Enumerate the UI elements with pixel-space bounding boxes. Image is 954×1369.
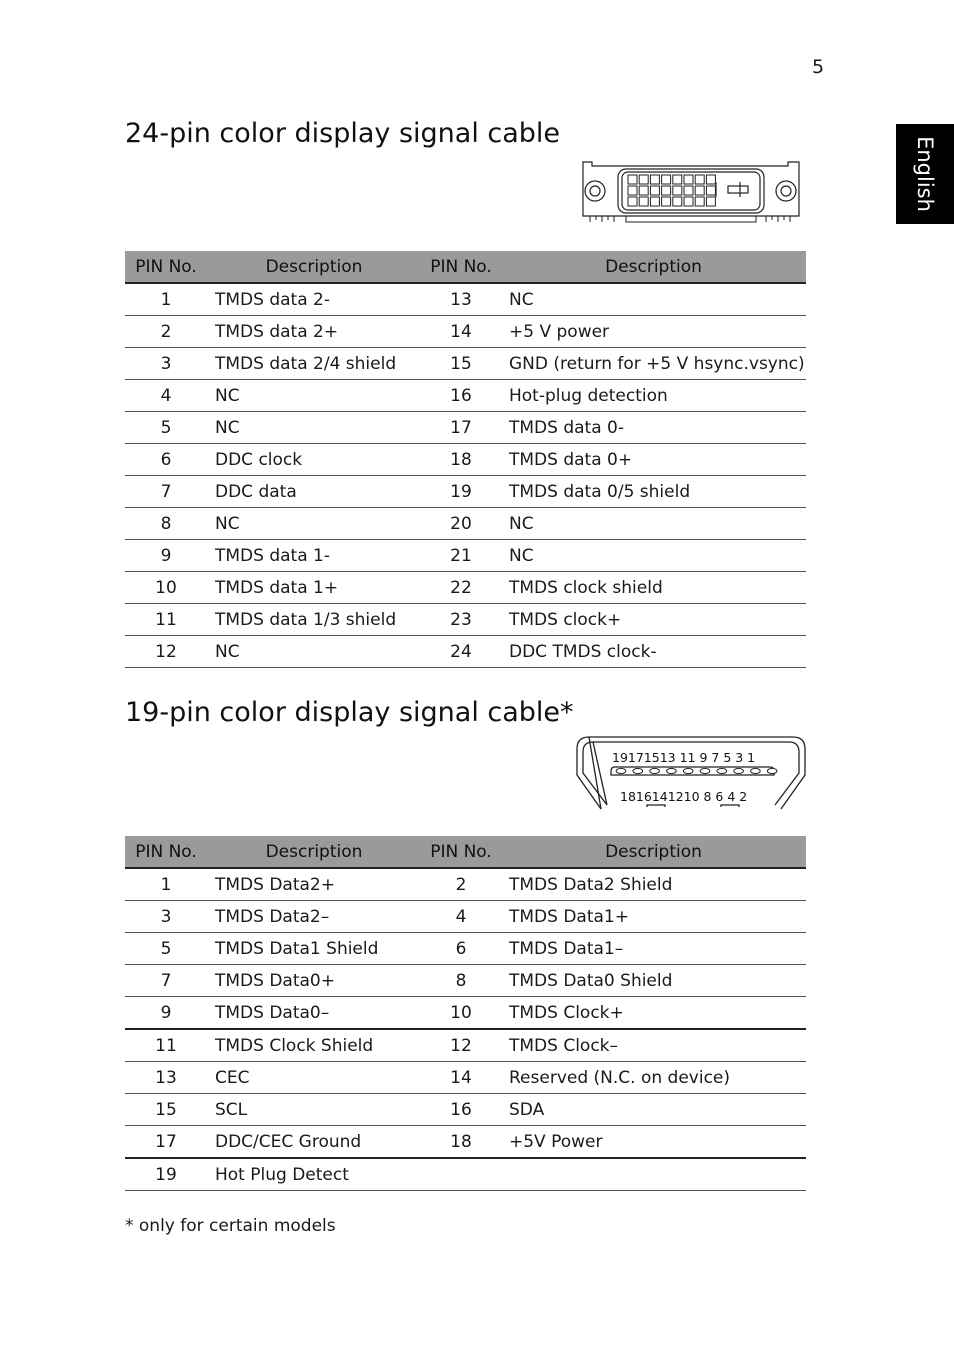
pin-description-cell: TMDS Clock Shield [207, 1029, 421, 1062]
table-header-row [125, 836, 806, 868]
table-row [125, 965, 806, 997]
pin-number-cell: 9 [125, 540, 207, 572]
table-row [125, 933, 806, 965]
pin-number-cell: 14 [421, 1062, 501, 1094]
pin-description-cell: TMDS data 1- [207, 540, 421, 572]
pin-number-cell: 18 [421, 1126, 501, 1159]
footnote: * only for certain models [125, 1216, 336, 1236]
pin-description-cell: NC [501, 283, 806, 316]
pin-number-cell: 8 [421, 965, 501, 997]
table-row [125, 283, 806, 316]
header-description: Description [207, 836, 421, 868]
table-row [125, 316, 806, 348]
hdmi-top-pin-labels: 19171513 11 9 7 5 3 1 [612, 750, 756, 765]
pin-description-cell: +5 V power [501, 316, 806, 348]
pin-description-cell: NC [501, 508, 806, 540]
pin-description-cell: NC [207, 636, 421, 668]
table-row [125, 604, 806, 636]
pin-number-cell: 24 [421, 636, 501, 668]
pin-number-cell: 1 [125, 283, 207, 316]
pin-description-cell: NC [207, 412, 421, 444]
pin-description-cell: TMDS Data2 Shield [501, 868, 806, 901]
pin-number-cell: 19 [125, 1158, 207, 1191]
pin-description-cell: SCL [207, 1094, 421, 1126]
pin-description-cell: TMDS Data0+ [207, 965, 421, 997]
pin-number-cell: 2 [125, 316, 207, 348]
table-row [125, 1126, 806, 1159]
pin-number-cell: 17 [125, 1126, 207, 1159]
pin-number-cell: 12 [421, 1029, 501, 1062]
pin-number-cell: 11 [125, 604, 207, 636]
dvi-pin-table [125, 251, 806, 668]
pin-number-cell: 16 [421, 1094, 501, 1126]
pin-description-cell: TMDS data 2- [207, 283, 421, 316]
pin-number-cell: 13 [125, 1062, 207, 1094]
table-row [125, 636, 806, 668]
pin-number-cell: 23 [421, 604, 501, 636]
pin-number-cell: 10 [421, 997, 501, 1030]
hdmi-bottom-pin-labels: 1816141210 8 6 4 2 [620, 789, 748, 804]
pin-description-cell: TMDS clock shield [501, 572, 806, 604]
pin-description-cell: TMDS Data0– [207, 997, 421, 1030]
dvi-heading: 24-pin color display signal cable [125, 118, 561, 149]
pin-number-cell: 17 [421, 412, 501, 444]
pin-description-cell: TMDS Data1+ [501, 901, 806, 933]
table-row [125, 901, 806, 933]
pin-number-cell: 9 [125, 997, 207, 1030]
pin-description-cell: NC [501, 540, 806, 572]
pin-number-cell: 8 [125, 508, 207, 540]
table-row [125, 1094, 806, 1126]
pin-description-cell: Hot Plug Detect [207, 1158, 421, 1191]
pin-description-cell: Hot-plug detection [501, 380, 806, 412]
pin-number-cell: 4 [421, 901, 501, 933]
pin-number-cell: 16 [421, 380, 501, 412]
hdmi-connector-icon [575, 735, 807, 811]
pin-description-cell [501, 1158, 806, 1191]
pin-description-cell: Reserved (N.C. on device) [501, 1062, 806, 1094]
pin-number-cell: 18 [421, 444, 501, 476]
header-pin-no: PIN No. [125, 836, 207, 868]
pin-number-cell: 22 [421, 572, 501, 604]
pin-description-cell: CEC [207, 1062, 421, 1094]
pin-description-cell: TMDS data 2+ [207, 316, 421, 348]
pin-number-cell: 1 [125, 868, 207, 901]
pin-description-cell: TMDS Data2– [207, 901, 421, 933]
table-row [125, 1029, 806, 1062]
pin-description-cell: DDC TMDS clock- [501, 636, 806, 668]
table-row [125, 380, 806, 412]
pin-description-cell: TMDS Data1 Shield [207, 933, 421, 965]
pin-number-cell: 15 [421, 348, 501, 380]
pin-description-cell: SDA [501, 1094, 806, 1126]
pin-description-cell: TMDS Data2+ [207, 868, 421, 901]
pin-number-cell: 14 [421, 316, 501, 348]
language-tab-label: English [913, 136, 938, 212]
pin-description-cell: DDC data [207, 476, 421, 508]
pin-description-cell: TMDS Data1– [501, 933, 806, 965]
pin-description-cell: TMDS data 0+ [501, 444, 806, 476]
table-row [125, 412, 806, 444]
header-description: Description [207, 251, 421, 283]
pin-number-cell: 5 [125, 933, 207, 965]
pin-number-cell: 10 [125, 572, 207, 604]
table-row [125, 444, 806, 476]
pin-number-cell: 19 [421, 476, 501, 508]
pin-number-cell: 20 [421, 508, 501, 540]
page-number: 5 [812, 56, 825, 78]
pin-number-cell [421, 1158, 501, 1191]
hdmi-pin-table [125, 836, 806, 1191]
table-row [125, 1158, 806, 1191]
pin-description-cell: TMDS clock+ [501, 604, 806, 636]
table-row [125, 508, 806, 540]
pin-number-cell: 13 [421, 283, 501, 316]
pin-number-cell: 7 [125, 476, 207, 508]
language-tab [896, 124, 954, 224]
header-pin-no: PIN No. [125, 251, 207, 283]
pin-description-cell: TMDS data 0/5 shield [501, 476, 806, 508]
pin-number-cell: 6 [421, 933, 501, 965]
pin-number-cell: 11 [125, 1029, 207, 1062]
header-pin-no: PIN No. [421, 251, 501, 283]
pin-number-cell: 12 [125, 636, 207, 668]
table-row [125, 348, 806, 380]
pin-number-cell: 21 [421, 540, 501, 572]
table-row [125, 540, 806, 572]
pin-description-cell: TMDS data 0- [501, 412, 806, 444]
pin-description-cell: NC [207, 380, 421, 412]
header-description: Description [501, 251, 806, 283]
pin-description-cell: DDC/CEC Ground [207, 1126, 421, 1159]
table-row [125, 868, 806, 901]
dvi-connector-icon [580, 160, 802, 224]
pin-description-cell: TMDS Clock– [501, 1029, 806, 1062]
hdmi-heading: 19-pin color display signal cable* [125, 697, 574, 728]
pin-number-cell: 15 [125, 1094, 207, 1126]
pin-number-cell: 6 [125, 444, 207, 476]
pin-description-cell: +5V Power [501, 1126, 806, 1159]
pin-description-cell: TMDS Data0 Shield [501, 965, 806, 997]
pin-number-cell: 3 [125, 901, 207, 933]
header-description: Description [501, 836, 806, 868]
pin-number-cell: 4 [125, 380, 207, 412]
pin-description-cell: TMDS data 2/4 shield [207, 348, 421, 380]
table-row [125, 1062, 806, 1094]
pin-number-cell: 5 [125, 412, 207, 444]
table-row [125, 476, 806, 508]
pin-description-cell: GND (return for +5 V hsync.vsync) [501, 348, 806, 380]
pin-number-cell: 2 [421, 868, 501, 901]
pin-number-cell: 3 [125, 348, 207, 380]
table-row [125, 572, 806, 604]
pin-number-cell: 7 [125, 965, 207, 997]
pin-description-cell: DDC clock [207, 444, 421, 476]
table-header-row [125, 251, 806, 283]
header-pin-no: PIN No. [421, 836, 501, 868]
pin-description-cell: TMDS data 1+ [207, 572, 421, 604]
pin-description-cell: NC [207, 508, 421, 540]
pin-description-cell: TMDS Clock+ [501, 997, 806, 1030]
table-row [125, 997, 806, 1030]
pin-description-cell: TMDS data 1/3 shield [207, 604, 421, 636]
